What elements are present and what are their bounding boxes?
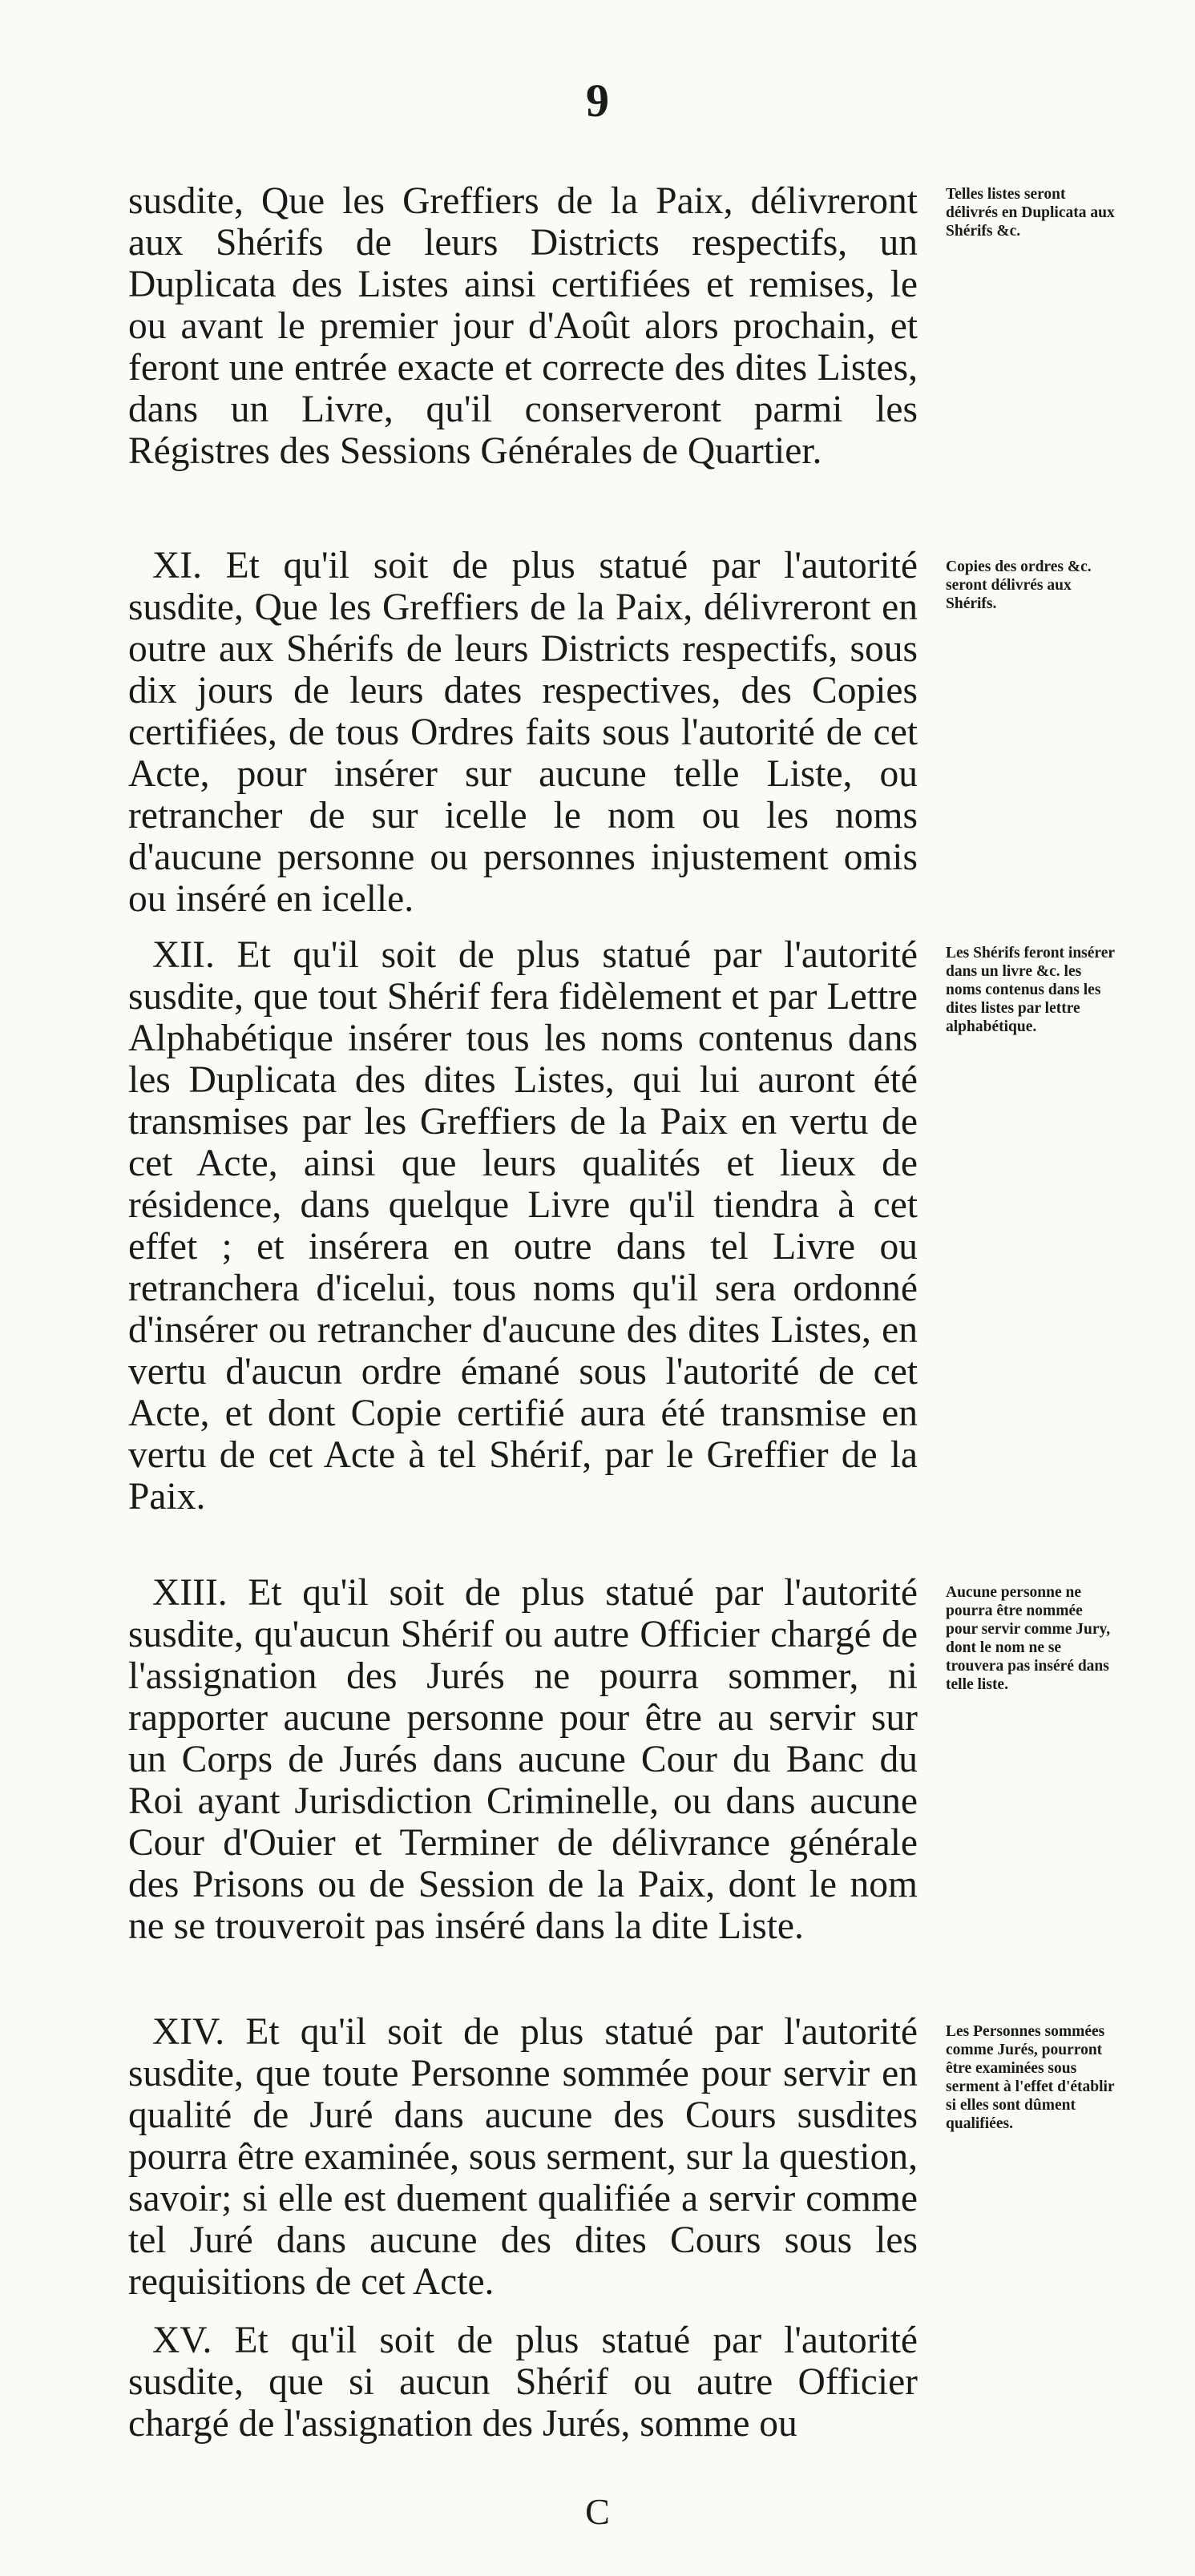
section-text [128, 180, 918, 472]
paragraph: XIII. Et qu'il soit de plus statué par l'autorité susdite, qu'aucun Shérif ou autre Officier chargé de l'assignation des Jurés ne pourra sommer, ni rapporter aucune personne pour être au servir sur un Corps de Jurés dans aucune Cour du Banc du Roi ayant Jurisdiction Criminelle, ou dans aucune Cour d'Ouier et Terminer de délivrance générale des Prisons ou de Session de la Paix, dont le nom ne se trouveroit pas inséré dans la dite Liste. [128, 1572, 918, 1947]
margin-note: Aucune personne ne pourra être nommée pour servir comme Jury, dont le nom ne se trouvera pas inséré dans telle liste. [946, 1584, 1111, 1693]
paragraph: XIV. Et qu'il soit de plus statué par l'autorité susdite, que toute Personne sommée pour servir en qualité de Juré dans aucune des Cours susdites pourra être examinée, sous serment, sur la question, savoir; si elle est duement qualifiée a servir comme tel Juré dans aucune des dites Cours sous les requisitions de cet Acte. [128, 2011, 918, 2303]
section-text [128, 1572, 918, 1947]
paragraph: susdite, Que les Greffiers de la Paix, délivreront aux Shérifs de leurs Districts respectifs, un Duplicata des Listes ainsi certifiées et remises, le ou avant le premier jour d'Août alors prochain, et feront une entrée exacte et correcte des dites Listes, dans un Livre, qu'il conserveront parmi les Régistres des Sessions Générales de Quartier. [128, 180, 918, 472]
paragraph: XV. Et qu'il soit de plus statué par l'autorité susdite, que si aucun Shérif ou autre Officier chargé de l'assignation des Jurés, somme ou [128, 2320, 918, 2445]
margin-note: Les Personnes sommées comme Jurés, pourront être examinées sous serment à l'effet d'établir si elles sont dûment qualifiées. [946, 2023, 1115, 2132]
margin-note: Telles listes seront délivrés en Duplicata aux Shérifs &c. [946, 186, 1115, 240]
section-text [128, 2320, 918, 2445]
paragraph: XII. Et qu'il soit de plus statué par l'autorité susdite, que tout Shérif fera fidèlement et par Lettre Alphabétique insérer tous les noms contenus dans les Duplicata des dites Listes, qui lui auront été transmises par les Greffiers de la Paix en vertu de cet Acte, ainsi que leurs qualités et lieux de résidence, dans quelque Livre qu'il tiendra à cet effet ; et insérera en outre dans tel Livre ou retranchera d'icelui, tous noms qu'il sera ordonné d'insérer ou retrancher d'aucune des dites Listes, en vertu d'aucun ordre émané sous l'autorité de cet Acte, et dont Copie certifié aura été transmise en vertu de cet Acte à tel Shérif, par le Greffier de la Paix. [128, 934, 918, 1518]
margin-note: Copies des ordres &c. seront délivrés aux Shérifs. [946, 558, 1092, 612]
section-text [128, 545, 918, 920]
signature-mark: C [585, 2491, 610, 2532]
paragraph: XI. Et qu'il soit de plus statué par l'autorité susdite, Que les Greffiers de la Paix, délivreront en outre aux Shérifs de leurs Districts respectifs, sous dix jours de leurs dates respectives, des Copies certifiées, de tous Ordres faits sous l'autorité de cet Acte, pour insérer sur aucune telle Liste, ou retrancher de sur icelle le nom ou les noms d'aucune personne ou personnes injustement omis ou inséré en icelle. [128, 545, 918, 920]
section-text [128, 2011, 918, 2303]
margin-note: Les Shérifs feront insérer dans un livre &c. les noms contenus dans les dites listes par lettre alphabétique. [946, 945, 1115, 1035]
page-number: 9 [586, 75, 609, 127]
section-text [128, 934, 918, 1518]
